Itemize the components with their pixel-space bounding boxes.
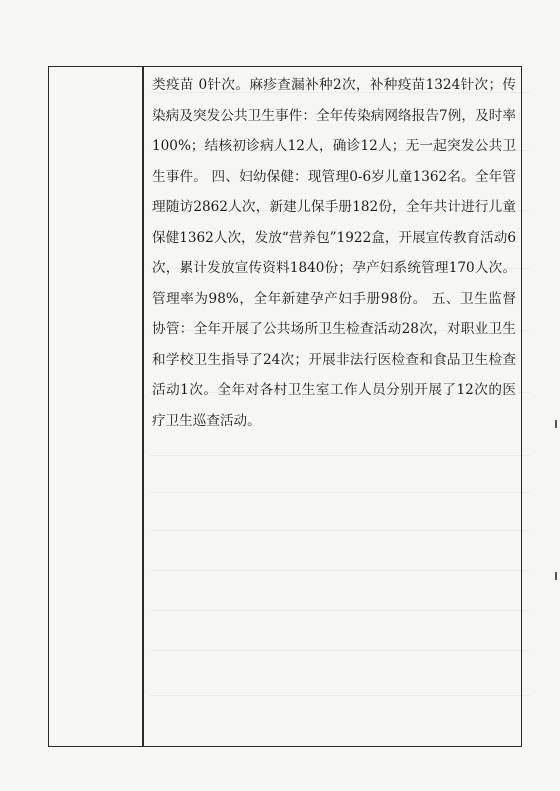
form-column-divider — [142, 66, 144, 747]
report-paragraph: 类疫苗 0针次。麻疹查漏补种2次，补种疫苗1324针次；传染病及突发公共卫生事件：全年传染病网络报告7例，及时率100%；结核初诊病人12人，确诊12人；无一起突发公共卫生事件。 四、妇幼保健：现管理0-6岁儿童1362名。全年管理随访2862人次，新建儿保手册182份，全年共计进行儿童保健1362人次，发放“营养包”1922盒，开展宣传教育活动6次，累计发放宣传资料1840份；孕产妇系统管理170人次。管理率为98%，全年新建孕产妇手册98份。 五、卫生监督协管：全年开展了公共场所卫生检查活动28次，对职业卫生和学校卫生指导了24次；开展非法行医检查和食品卫生检查活动1次。全年对各村卫生室工作人员分别开展了12次的医疗卫生巡查活动。 — [152, 77, 516, 429]
scan-edge-mark — [555, 420, 557, 428]
scan-edge-mark — [555, 572, 557, 580]
report-content-cell — [152, 70, 516, 436]
